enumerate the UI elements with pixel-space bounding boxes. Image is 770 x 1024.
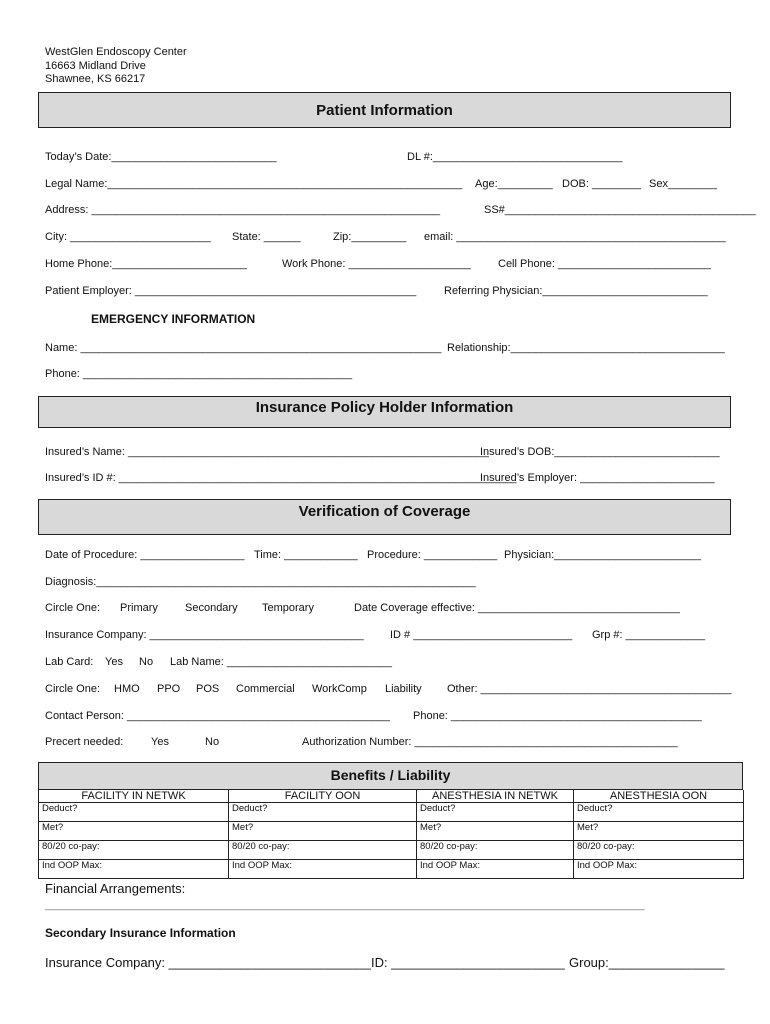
- financial-arrangements-label: Financial Arrangements:: [45, 881, 186, 896]
- age-field[interactable]: Age:_________: [475, 178, 553, 190]
- benefits-title: Benefits / Liability: [330, 767, 451, 783]
- insurance-company-field[interactable]: Insurance Company: ___________________________________: [45, 629, 364, 641]
- contact-phone-field[interactable]: Phone: _________________________________________: [413, 710, 702, 722]
- insured-dob-field[interactable]: Insured’s DOB:___________________________: [480, 446, 720, 458]
- cell-phone-field[interactable]: Cell Phone: _________________________: [498, 258, 711, 270]
- col-anesthesia-in-netwk: ANESTHESIA IN NETWK: [417, 790, 574, 803]
- benefits-table: [38, 790, 744, 879]
- met-cell[interactable]: Met?: [574, 822, 744, 841]
- emergency-relationship-field[interactable]: Relationship:___________________________________: [447, 342, 725, 354]
- circle-one-label: Circle One:: [45, 602, 101, 614]
- date-of-procedure-field[interactable]: Date of Procedure: _________________: [45, 549, 245, 561]
- emergency-title: EMERGENCY INFORMATION: [91, 312, 256, 326]
- city-field[interactable]: City: _______________________: [45, 231, 211, 243]
- oop-max-cell[interactable]: Ind OOP Max:: [39, 860, 229, 879]
- oop-max-cell[interactable]: Ind OOP Max:: [574, 860, 744, 879]
- dl-field[interactable]: DL #:_______________________________: [407, 151, 623, 163]
- hmo-option[interactable]: HMO: [114, 683, 140, 695]
- temporary-option[interactable]: Temporary: [262, 602, 314, 614]
- zip-field[interactable]: Zip:_________: [333, 231, 407, 243]
- insured-id-field[interactable]: Insured’s ID #: _________________________________________________________________: [45, 472, 517, 484]
- diagnosis-field[interactable]: Diagnosis:______________________________________________________________: [45, 576, 476, 588]
- insured-employer-field[interactable]: Insured’s Employer: ______________________: [480, 472, 715, 484]
- benefits-banner: [38, 762, 743, 790]
- patient-info-title: Patient Information: [316, 102, 453, 119]
- copay-cell[interactable]: 80/20 co-pay:: [39, 841, 229, 860]
- time-field[interactable]: Time: ____________: [254, 549, 358, 561]
- lab-card-yes[interactable]: Yes: [105, 656, 123, 668]
- lab-card-label: Lab Card:: [45, 656, 94, 668]
- insured-name-field[interactable]: Insured’s Name: ___________________________________________________________: [45, 446, 489, 458]
- circle-one-plan-label: Circle One:: [45, 683, 101, 695]
- table-row: [39, 803, 744, 822]
- secondary-id-field[interactable]: ID: ________________________: [371, 955, 565, 970]
- commercial-option[interactable]: Commercial: [236, 683, 295, 695]
- copay-cell[interactable]: 80/20 co-pay:: [417, 841, 574, 860]
- grp-field[interactable]: Grp #: _____________: [592, 629, 706, 641]
- clinic-address: [45, 46, 187, 87]
- precert-label: Precert needed:: [45, 736, 124, 748]
- table-row: [39, 860, 744, 879]
- pos-option[interactable]: POS: [196, 683, 220, 695]
- referring-physician-field[interactable]: Referring Physician:___________________________: [444, 285, 708, 297]
- table-row: [39, 841, 744, 860]
- oop-max-cell[interactable]: Ind OOP Max:: [229, 860, 417, 879]
- lab-name-field[interactable]: Lab Name: ___________________________: [170, 656, 393, 668]
- clinic-street: 16663 Midland Drive: [45, 59, 146, 72]
- financial-arrangements-line[interactable]: __________________________________________________________________________________________________: [45, 899, 645, 911]
- procedure-field[interactable]: Procedure: ____________: [367, 549, 498, 561]
- met-cell[interactable]: Met?: [39, 822, 229, 841]
- table-row: [39, 822, 744, 841]
- clinic-city: Shawnee, KS 66217: [45, 73, 146, 85]
- deduct-cell[interactable]: Deduct?: [417, 803, 574, 822]
- patient-employer-field[interactable]: Patient Employer: ______________________________________________: [45, 285, 417, 297]
- patient-info-banner: [38, 92, 731, 128]
- secondary-option[interactable]: Secondary: [185, 602, 238, 614]
- deduct-cell[interactable]: Deduct?: [574, 803, 744, 822]
- secondary-insurance-company-field[interactable]: Insurance Company: ____________________________: [45, 955, 372, 970]
- legal-name-field[interactable]: Legal Name:__________________________________________________________: [45, 178, 463, 190]
- work-phone-field[interactable]: Work Phone: ____________________: [282, 258, 471, 270]
- precert-yes[interactable]: Yes: [151, 736, 169, 748]
- precert-no[interactable]: No: [205, 736, 220, 748]
- state-field[interactable]: State: ______: [232, 231, 301, 243]
- sex-field[interactable]: Sex________: [649, 178, 717, 190]
- copay-cell[interactable]: 80/20 co-pay:: [229, 841, 417, 860]
- todays-date-field[interactable]: Today’s Date:___________________________: [45, 151, 277, 163]
- secondary-group-field[interactable]: Group:________________: [569, 955, 725, 970]
- authorization-field[interactable]: Authorization Number: ___________________________________________: [302, 736, 678, 748]
- col-anesthesia-oon: ANESTHESIA OON: [574, 790, 744, 803]
- home-phone-field[interactable]: Home Phone:______________________: [45, 258, 247, 270]
- copay-cell[interactable]: 80/20 co-pay:: [574, 841, 744, 860]
- workcomp-option[interactable]: WorkComp: [312, 683, 367, 695]
- oop-max-cell[interactable]: Ind OOP Max:: [417, 860, 574, 879]
- contact-person-field[interactable]: Contact Person: ___________________________________________: [45, 710, 390, 722]
- other-field[interactable]: Other: _________________________________________: [447, 683, 732, 695]
- emergency-phone-field[interactable]: Phone: ____________________________________________: [45, 368, 353, 380]
- col-facility-oon: FACILITY OON: [229, 790, 417, 803]
- dob-field[interactable]: DOB: ________: [562, 178, 641, 190]
- email-field[interactable]: email: ____________________________________________: [424, 231, 726, 243]
- secondary-insurance-title: Secondary Insurance Information: [45, 926, 236, 940]
- verification-banner: [38, 499, 731, 535]
- clinic-name: WestGlen Endoscopy Center: [45, 46, 187, 58]
- benefits-header-row: [39, 790, 744, 803]
- ss-field[interactable]: SS#_________________________________________: [484, 204, 756, 216]
- col-facility-in-netwk: FACILITY IN NETWK: [39, 790, 229, 803]
- deduct-cell[interactable]: Deduct?: [229, 803, 417, 822]
- primary-option[interactable]: Primary: [120, 602, 158, 614]
- verification-title: Verification of Coverage: [298, 503, 471, 520]
- physician-field[interactable]: Physician:________________________: [504, 549, 701, 561]
- insurance-holder-title: Insurance Policy Holder Information: [255, 399, 514, 416]
- liability-option[interactable]: Liability: [385, 683, 422, 695]
- id-field[interactable]: ID # __________________________: [390, 629, 573, 641]
- lab-card-no[interactable]: No: [139, 656, 154, 668]
- deduct-cell[interactable]: Deduct?: [39, 803, 229, 822]
- met-cell[interactable]: Met?: [229, 822, 417, 841]
- emergency-name-field[interactable]: Name: ___________________________________________________________: [45, 342, 442, 354]
- met-cell[interactable]: Met?: [417, 822, 574, 841]
- date-coverage-field[interactable]: Date Coverage effective: _________________________________: [354, 602, 680, 614]
- ppo-option[interactable]: PPO: [157, 683, 181, 695]
- address-field[interactable]: Address: _________________________________________________________: [45, 204, 441, 216]
- insurance-holder-banner: [38, 396, 731, 428]
